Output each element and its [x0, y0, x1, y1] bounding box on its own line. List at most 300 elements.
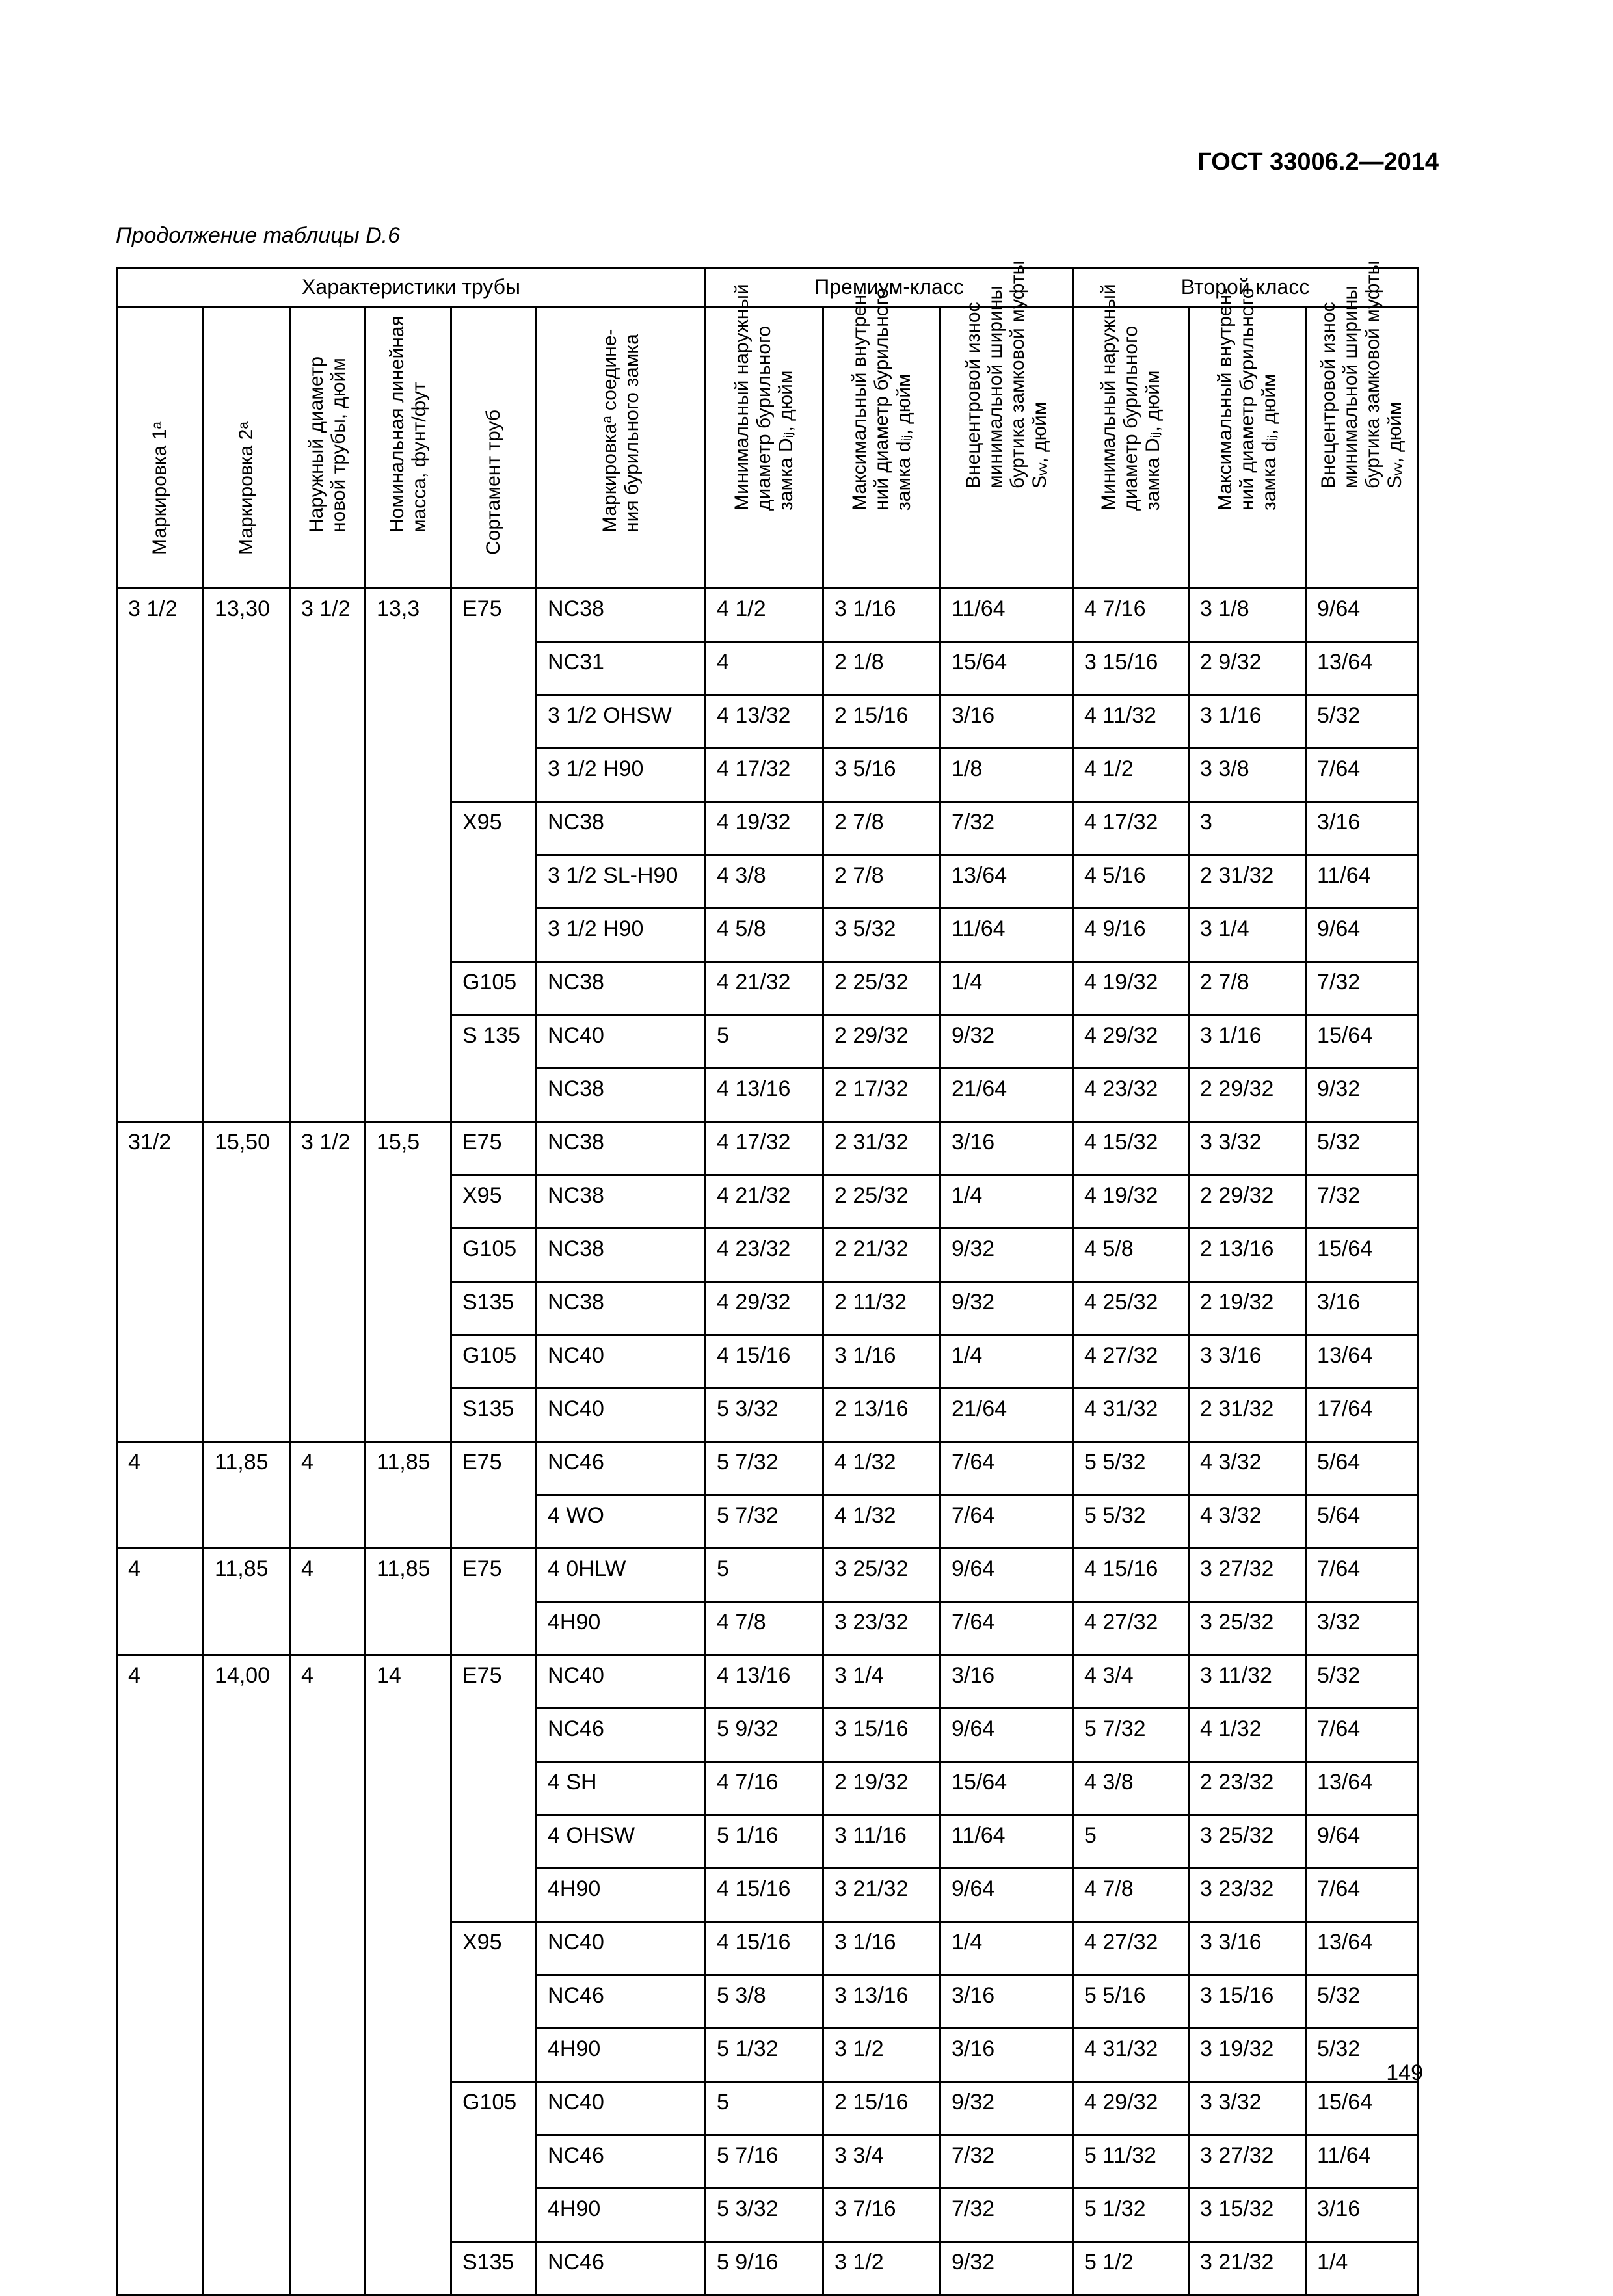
second-max-id-cell: 2 31/32 [1189, 855, 1306, 909]
column-header-line: Сортамент труб [483, 409, 504, 555]
premium-wear-cell: 13/64 [940, 855, 1073, 909]
second-max-id-cell: 2 19/32 [1189, 1282, 1306, 1335]
marking2-cell: 11,85 [204, 1549, 290, 1655]
second-max-id-cell: 3 3/16 [1189, 1922, 1306, 1975]
premium-min-od-cell: 5 9/32 [706, 1709, 823, 1762]
premium-min-od-cell: 5 7/32 [706, 1495, 823, 1549]
outer-diameter-cell: 4 [290, 1442, 366, 1549]
column-header-line: замка Dᵢⱼ, дюйм [775, 370, 797, 511]
column-header-line: масса, фунт/фут [408, 382, 430, 533]
second-wear-cell: 9/64 [1306, 909, 1418, 962]
premium-max-id-cell: 3 1/2 [823, 2242, 940, 2295]
premium-max-id-cell: 2 19/32 [823, 1762, 940, 1815]
premium-wear-cell: 7/64 [940, 1602, 1073, 1655]
second-wear-cell: 13/64 [1306, 1762, 1418, 1815]
pipe-grade-cell: E75 [451, 1122, 537, 1175]
linear-mass-cell: 13,3 [366, 589, 451, 1122]
outer-diameter-cell: 3 1/2 [290, 1122, 366, 1442]
premium-max-id-cell: 3 21/32 [823, 1869, 940, 1922]
column-header-line: диаметр бурильного [1119, 325, 1141, 511]
marking1-cell: 4 [117, 1549, 204, 1655]
outer-diameter-cell: 4 [290, 1549, 366, 1655]
second-max-id-cell: 3 27/32 [1189, 1549, 1306, 1602]
column-header-line: минимальной ширины [1339, 286, 1361, 488]
premium-max-id-cell: 3 3/4 [823, 2135, 940, 2189]
premium-wear-cell: 9/32 [940, 1229, 1073, 1282]
second-wear-cell: 7/64 [1306, 1709, 1418, 1762]
second-min-od-cell: 4 9/16 [1073, 909, 1189, 962]
column-header-line: Внецентровой износ [962, 302, 984, 488]
premium-wear-cell: 9/64 [940, 1869, 1073, 1922]
table-continuation-caption: Продолжение таблицы D.6 [116, 223, 400, 248]
pipe-grade-cell: E75 [451, 589, 537, 802]
premium-max-id-cell: 3 11/16 [823, 1815, 940, 1869]
premium-wear-cell: 7/32 [940, 2135, 1073, 2189]
premium-max-id-cell: 2 25/32 [823, 1175, 940, 1229]
pipe-grade-cell: S135 [451, 1389, 537, 1442]
table-row [117, 589, 1418, 642]
linear-mass-cell: 11,85 [366, 1549, 451, 1655]
second-min-od-cell: 5 5/16 [1073, 1975, 1189, 2029]
second-wear-cell: 7/32 [1306, 1175, 1418, 1229]
connection-cell: NC40 [537, 1335, 706, 1389]
premium-min-od-cell: 5 1/32 [706, 2029, 823, 2082]
premium-wear-cell: 15/64 [940, 642, 1073, 695]
second-wear-cell: 1/4 [1306, 2242, 1418, 2295]
connection-cell: 3 1/2 SL-H90 [537, 855, 706, 909]
premium-min-od-cell: 4 1/2 [706, 589, 823, 642]
premium-wear-cell: 7/32 [940, 802, 1073, 855]
premium-max-id-cell: 3 25/32 [823, 1549, 940, 1602]
column-header-line: диаметр бурильного [753, 325, 775, 511]
column-header-line: Sᵥᵥ, дюйм [1028, 401, 1050, 488]
column-header-line: новой трубы, дюйм [327, 358, 349, 533]
pipe-grade-cell: G105 [451, 1335, 537, 1389]
column-header-line: замка Dᵢⱼ, дюйм [1141, 370, 1164, 511]
column-header [290, 307, 366, 589]
second-min-od-cell: 4 7/8 [1073, 1869, 1189, 1922]
connection-cell: 4 0HLW [537, 1549, 706, 1602]
premium-wear-cell: 3/16 [940, 2029, 1073, 2082]
second-min-od-cell: 4 31/32 [1073, 2029, 1189, 2082]
connection-cell: 4H90 [537, 2029, 706, 2082]
premium-min-od-cell: 5 1/16 [706, 1815, 823, 1869]
pipe-grade-cell: S 135 [451, 1015, 537, 1122]
second-wear-cell: 5/64 [1306, 1495, 1418, 1549]
marking2-cell: 14,00 [204, 1655, 290, 2295]
premium-wear-cell: 3/16 [940, 695, 1073, 749]
second-max-id-cell: 3 21/32 [1189, 2242, 1306, 2295]
premium-min-od-cell: 4 19/32 [706, 802, 823, 855]
connection-cell: NC38 [537, 1122, 706, 1175]
connection-cell: NC38 [537, 1282, 706, 1335]
second-min-od-cell: 4 31/32 [1073, 1389, 1189, 1442]
connection-cell: 4H90 [537, 1869, 706, 1922]
second-max-id-cell: 3 27/32 [1189, 2135, 1306, 2189]
table-row [117, 1122, 1418, 1175]
table-row [117, 1549, 1418, 1602]
connection-cell: 3 1/2 OHSW [537, 695, 706, 749]
column-header [117, 307, 204, 589]
premium-max-id-cell: 3 1/4 [823, 1655, 940, 1709]
second-min-od-cell: 4 19/32 [1073, 1175, 1189, 1229]
premium-min-od-cell: 4 15/16 [706, 1869, 823, 1922]
second-max-id-cell: 2 9/32 [1189, 642, 1306, 695]
second-wear-cell: 9/64 [1306, 589, 1418, 642]
linear-mass-cell: 11,85 [366, 1442, 451, 1549]
premium-min-od-cell: 5 7/32 [706, 1442, 823, 1495]
column-header [1306, 260, 1418, 589]
linear-mass-cell: 14 [366, 1655, 451, 2295]
second-wear-cell: 3/16 [1306, 802, 1418, 855]
premium-max-id-cell: 4 1/32 [823, 1442, 940, 1495]
column-header-line: буртика замковой муфты [1361, 260, 1383, 488]
premium-min-od-cell: 4 29/32 [706, 1282, 823, 1335]
column-header [366, 307, 451, 589]
second-min-od-cell: 4 15/32 [1073, 1122, 1189, 1175]
connection-cell: NC38 [537, 802, 706, 855]
premium-max-id-cell: 2 25/32 [823, 962, 940, 1015]
pipe-grade-cell: G105 [451, 1229, 537, 1282]
connection-cell: 3 1/2 H90 [537, 749, 706, 802]
second-max-id-cell: 2 13/16 [1189, 1229, 1306, 1282]
premium-min-od-cell: 4 17/32 [706, 1122, 823, 1175]
second-wear-cell: 7/32 [1306, 962, 1418, 1015]
second-wear-cell: 5/32 [1306, 2029, 1418, 2082]
column-header-line: замка dᵢⱼ, дюйм [892, 373, 914, 511]
premium-wear-cell: 9/32 [940, 2082, 1073, 2135]
premium-max-id-cell: 2 7/8 [823, 802, 940, 855]
premium-wear-cell: 1/4 [940, 1922, 1073, 1975]
connection-cell: NC46 [537, 1709, 706, 1762]
connection-cell: NC46 [537, 2242, 706, 2295]
premium-wear-cell: 21/64 [940, 1069, 1073, 1122]
marking1-cell: 3 1/2 [117, 589, 204, 1122]
connection-cell: NC40 [537, 2082, 706, 2135]
pipe-table [116, 260, 1419, 2296]
premium-min-od-cell: 5 3/8 [706, 1975, 823, 2029]
connection-cell: NC38 [537, 589, 706, 642]
second-min-od-cell: 4 3/8 [1073, 1762, 1189, 1815]
second-max-id-cell: 4 3/32 [1189, 1495, 1306, 1549]
premium-max-id-cell: 3 7/16 [823, 2189, 940, 2242]
premium-wear-cell: 3/16 [940, 1122, 1073, 1175]
premium-wear-cell: 1/8 [940, 749, 1073, 802]
premium-max-id-cell: 2 15/16 [823, 2082, 940, 2135]
column-header-line: ний диаметр бурильного [870, 287, 892, 511]
premium-max-id-cell: 3 23/32 [823, 1602, 940, 1655]
column-header [706, 284, 823, 589]
column-header-line: Максимальный внутрен- [848, 287, 870, 511]
second-max-id-cell: 3 3/32 [1189, 2082, 1306, 2135]
premium-min-od-cell: 4 7/16 [706, 1762, 823, 1815]
premium-wear-cell: 9/32 [940, 1015, 1073, 1069]
pipe-grade-cell: G105 [451, 2082, 537, 2242]
column-header-line: Маркировкаᵃ соедине- [598, 328, 620, 533]
second-wear-cell: 13/64 [1306, 1922, 1418, 1975]
second-min-od-cell: 5 5/32 [1073, 1495, 1189, 1549]
second-wear-cell: 7/64 [1306, 749, 1418, 802]
second-max-id-cell: 3 23/32 [1189, 1869, 1306, 1922]
column-header-line: Наружный диаметр [305, 356, 327, 533]
standard-number: ГОСТ 33006.2—2014 [1197, 148, 1439, 176]
premium-wear-cell: 1/4 [940, 962, 1073, 1015]
second-wear-cell: 9/32 [1306, 1069, 1418, 1122]
second-wear-cell: 13/64 [1306, 642, 1418, 695]
marking1-cell: 31/2 [117, 1122, 204, 1442]
second-wear-cell: 5/32 [1306, 1122, 1418, 1175]
second-wear-cell: 3/16 [1306, 2189, 1418, 2242]
column-header-line: Маркировка 2ᵃ [235, 421, 257, 555]
connection-cell: NC38 [537, 962, 706, 1015]
second-min-od-cell: 4 3/4 [1073, 1655, 1189, 1709]
connection-cell: NC38 [537, 1229, 706, 1282]
pipe-grade-cell: S135 [451, 1282, 537, 1335]
connection-cell: NC40 [537, 1655, 706, 1709]
premium-wear-cell: 11/64 [940, 909, 1073, 962]
second-max-id-cell: 2 29/32 [1189, 1069, 1306, 1122]
premium-max-id-cell: 4 1/32 [823, 1495, 940, 1549]
second-wear-cell: 9/64 [1306, 1815, 1418, 1869]
second-max-id-cell: 3 1/4 [1189, 909, 1306, 962]
second-wear-cell: 15/64 [1306, 1229, 1418, 1282]
premium-min-od-cell: 4 21/32 [706, 962, 823, 1015]
second-max-id-cell: 3 1/16 [1189, 695, 1306, 749]
column-header-line: Минимальный наружный [1097, 284, 1119, 511]
second-max-id-cell: 2 31/32 [1189, 1389, 1306, 1442]
second-min-od-cell: 4 11/32 [1073, 695, 1189, 749]
marking2-cell: 15,50 [204, 1122, 290, 1442]
premium-min-od-cell: 4 5/8 [706, 909, 823, 962]
column-header-line: Номинальная линейная [386, 315, 408, 533]
second-wear-cell: 13/64 [1306, 1335, 1418, 1389]
premium-max-id-cell: 2 13/16 [823, 1389, 940, 1442]
second-wear-cell: 11/64 [1306, 2135, 1418, 2189]
column-header [204, 307, 290, 589]
premium-min-od-cell: 4 3/8 [706, 855, 823, 909]
second-max-id-cell: 2 23/32 [1189, 1762, 1306, 1815]
column-header [1189, 287, 1306, 589]
connection-cell: NC40 [537, 1389, 706, 1442]
second-max-id-cell: 3 3/32 [1189, 1122, 1306, 1175]
column-header [823, 287, 940, 589]
column-header [1073, 284, 1189, 589]
premium-max-id-cell: 2 17/32 [823, 1069, 940, 1122]
connection-cell: 4 SH [537, 1762, 706, 1815]
second-min-od-cell: 4 27/32 [1073, 1335, 1189, 1389]
column-header-line: Sᵥᵥ, дюйм [1383, 401, 1406, 488]
second-max-id-cell: 3 1/8 [1189, 589, 1306, 642]
connection-cell: 4H90 [537, 1602, 706, 1655]
premium-wear-cell: 9/32 [940, 1282, 1073, 1335]
second-max-id-cell: 3 3/16 [1189, 1335, 1306, 1389]
outer-diameter-cell: 3 1/2 [290, 589, 366, 1122]
premium-max-id-cell: 2 29/32 [823, 1015, 940, 1069]
premium-wear-cell: 9/64 [940, 1549, 1073, 1602]
premium-max-id-cell: 3 15/16 [823, 1709, 940, 1762]
premium-wear-cell: 9/64 [940, 1709, 1073, 1762]
group-header-pipe: Характеристики трубы [117, 268, 706, 307]
connection-cell: 4H90 [537, 2189, 706, 2242]
pipe-grade-cell: G105 [451, 962, 537, 1015]
page-number: 149 [1386, 2061, 1423, 2085]
second-wear-cell: 11/64 [1306, 855, 1418, 909]
premium-wear-cell: 1/4 [940, 1175, 1073, 1229]
pipe-grade-cell: X95 [451, 1175, 537, 1229]
pipe-grade-cell: E75 [451, 1549, 537, 1655]
column-header [940, 260, 1073, 589]
second-max-id-cell: 2 29/32 [1189, 1175, 1306, 1229]
second-min-od-cell: 4 1/2 [1073, 749, 1189, 802]
marking1-cell: 4 [117, 1655, 204, 2295]
pipe-grade-cell: X95 [451, 1922, 537, 2082]
second-wear-cell: 5/64 [1306, 1442, 1418, 1495]
second-min-od-cell: 5 1/32 [1073, 2189, 1189, 2242]
second-max-id-cell: 2 7/8 [1189, 962, 1306, 1015]
premium-wear-cell: 21/64 [940, 1389, 1073, 1442]
premium-wear-cell: 11/64 [940, 1815, 1073, 1869]
group-header-second: Второй класс [1073, 268, 1418, 307]
column-header-line: Максимальный внутрен- [1214, 287, 1236, 511]
connection-cell: NC38 [537, 1069, 706, 1122]
second-min-od-cell: 3 15/16 [1073, 642, 1189, 695]
second-wear-cell: 7/64 [1306, 1549, 1418, 1602]
group-header-premium: Премиум-класс [706, 268, 1073, 307]
second-min-od-cell: 5 1/2 [1073, 2242, 1189, 2295]
column-header-line: Минимальный наружный [731, 284, 753, 511]
marking2-cell: 11,85 [204, 1442, 290, 1549]
pipe-grade-cell: E75 [451, 1655, 537, 1922]
premium-min-od-cell: 4 23/32 [706, 1229, 823, 1282]
premium-max-id-cell: 3 1/16 [823, 589, 940, 642]
premium-min-od-cell: 4 [706, 642, 823, 695]
second-max-id-cell: 3 15/16 [1189, 1975, 1306, 2029]
second-min-od-cell: 4 27/32 [1073, 1922, 1189, 1975]
second-wear-cell: 7/64 [1306, 1869, 1418, 1922]
premium-wear-cell: 3/16 [940, 1975, 1073, 2029]
second-max-id-cell: 3 3/8 [1189, 749, 1306, 802]
premium-min-od-cell: 4 21/32 [706, 1175, 823, 1229]
second-max-id-cell: 3 25/32 [1189, 1602, 1306, 1655]
second-wear-cell: 3/16 [1306, 1282, 1418, 1335]
column-header [537, 307, 706, 589]
connection-cell: NC46 [537, 1442, 706, 1495]
second-max-id-cell: 3 [1189, 802, 1306, 855]
premium-min-od-cell: 4 15/16 [706, 1335, 823, 1389]
premium-max-id-cell: 2 7/8 [823, 855, 940, 909]
second-max-id-cell: 3 25/32 [1189, 1815, 1306, 1869]
premium-min-od-cell: 5 7/16 [706, 2135, 823, 2189]
premium-wear-cell: 1/4 [940, 1335, 1073, 1389]
premium-min-od-cell: 5 [706, 2082, 823, 2135]
second-min-od-cell: 4 5/8 [1073, 1229, 1189, 1282]
premium-wear-cell: 7/64 [940, 1495, 1073, 1549]
second-min-od-cell: 4 29/32 [1073, 2082, 1189, 2135]
second-min-od-cell: 5 5/32 [1073, 1442, 1189, 1495]
column-header-line: Маркировка 1ᵃ [149, 421, 170, 555]
second-wear-cell: 15/64 [1306, 1015, 1418, 1069]
premium-wear-cell: 11/64 [940, 589, 1073, 642]
second-min-od-cell: 4 19/32 [1073, 962, 1189, 1015]
premium-max-id-cell: 2 21/32 [823, 1229, 940, 1282]
connection-cell: NC46 [537, 2135, 706, 2189]
connection-cell: 4 OHSW [537, 1815, 706, 1869]
premium-min-od-cell: 5 3/32 [706, 1389, 823, 1442]
premium-max-id-cell: 3 1/16 [823, 1922, 940, 1975]
second-min-od-cell: 4 15/16 [1073, 1549, 1189, 1602]
second-wear-cell: 17/64 [1306, 1389, 1418, 1442]
second-max-id-cell: 3 19/32 [1189, 2029, 1306, 2082]
premium-min-od-cell: 4 13/16 [706, 1069, 823, 1122]
second-max-id-cell: 3 15/32 [1189, 2189, 1306, 2242]
connection-cell: NC31 [537, 642, 706, 695]
linear-mass-cell: 15,5 [366, 1122, 451, 1442]
second-wear-cell: 3/32 [1306, 1602, 1418, 1655]
marking2-cell: 13,30 [204, 589, 290, 1122]
premium-max-id-cell: 3 1/2 [823, 2029, 940, 2082]
premium-min-od-cell: 5 [706, 1015, 823, 1069]
second-wear-cell: 5/32 [1306, 1975, 1418, 2029]
second-wear-cell: 5/32 [1306, 695, 1418, 749]
premium-wear-cell: 7/64 [940, 1442, 1073, 1495]
connection-cell: 3 1/2 H90 [537, 909, 706, 962]
premium-min-od-cell: 4 15/16 [706, 1922, 823, 1975]
pipe-grade-cell: X95 [451, 802, 537, 962]
second-min-od-cell: 4 29/32 [1073, 1015, 1189, 1069]
premium-max-id-cell: 3 1/16 [823, 1335, 940, 1389]
premium-max-id-cell: 3 5/16 [823, 749, 940, 802]
outer-diameter-cell: 4 [290, 1655, 366, 2295]
premium-min-od-cell: 4 17/32 [706, 749, 823, 802]
marking1-cell: 4 [117, 1442, 204, 1549]
column-header-line: ний диаметр бурильного [1236, 287, 1258, 511]
column-header-line: буртика замковой муфты [1006, 260, 1028, 488]
pipe-grade-cell: S135 [451, 2242, 537, 2295]
premium-min-od-cell: 5 [706, 1549, 823, 1602]
premium-wear-cell: 7/32 [940, 2189, 1073, 2242]
table-row [117, 1442, 1418, 1495]
premium-min-od-cell: 4 13/16 [706, 1655, 823, 1709]
column-header-line: Внецентровой износ [1317, 302, 1339, 488]
connection-cell: NC40 [537, 1922, 706, 1975]
table-body [117, 589, 1418, 2295]
premium-min-od-cell: 5 9/16 [706, 2242, 823, 2295]
premium-max-id-cell: 2 11/32 [823, 1282, 940, 1335]
column-header-line: замка dᵢⱼ, дюйм [1258, 373, 1280, 511]
pipe-grade-cell: E75 [451, 1442, 537, 1549]
second-min-od-cell: 5 7/32 [1073, 1709, 1189, 1762]
second-min-od-cell: 4 5/16 [1073, 855, 1189, 909]
second-max-id-cell: 4 3/32 [1189, 1442, 1306, 1495]
premium-min-od-cell: 4 7/8 [706, 1602, 823, 1655]
column-header-line: минимальной ширины [984, 286, 1006, 488]
second-wear-cell: 15/64 [1306, 2082, 1418, 2135]
second-min-od-cell: 4 7/16 [1073, 589, 1189, 642]
connection-cell: NC46 [537, 1975, 706, 2029]
second-max-id-cell: 3 11/32 [1189, 1655, 1306, 1709]
premium-wear-cell: 9/32 [940, 2242, 1073, 2295]
premium-wear-cell: 3/16 [940, 1655, 1073, 1709]
column-header [451, 307, 537, 589]
premium-min-od-cell: 4 13/32 [706, 695, 823, 749]
second-min-od-cell: 5 [1073, 1815, 1189, 1869]
connection-cell: 4 WO [537, 1495, 706, 1549]
connection-cell: NC38 [537, 1175, 706, 1229]
second-wear-cell: 5/32 [1306, 1655, 1418, 1709]
second-min-od-cell: 4 17/32 [1073, 802, 1189, 855]
column-header-line: ния бурильного замка [620, 334, 643, 533]
second-min-od-cell: 5 11/32 [1073, 2135, 1189, 2189]
